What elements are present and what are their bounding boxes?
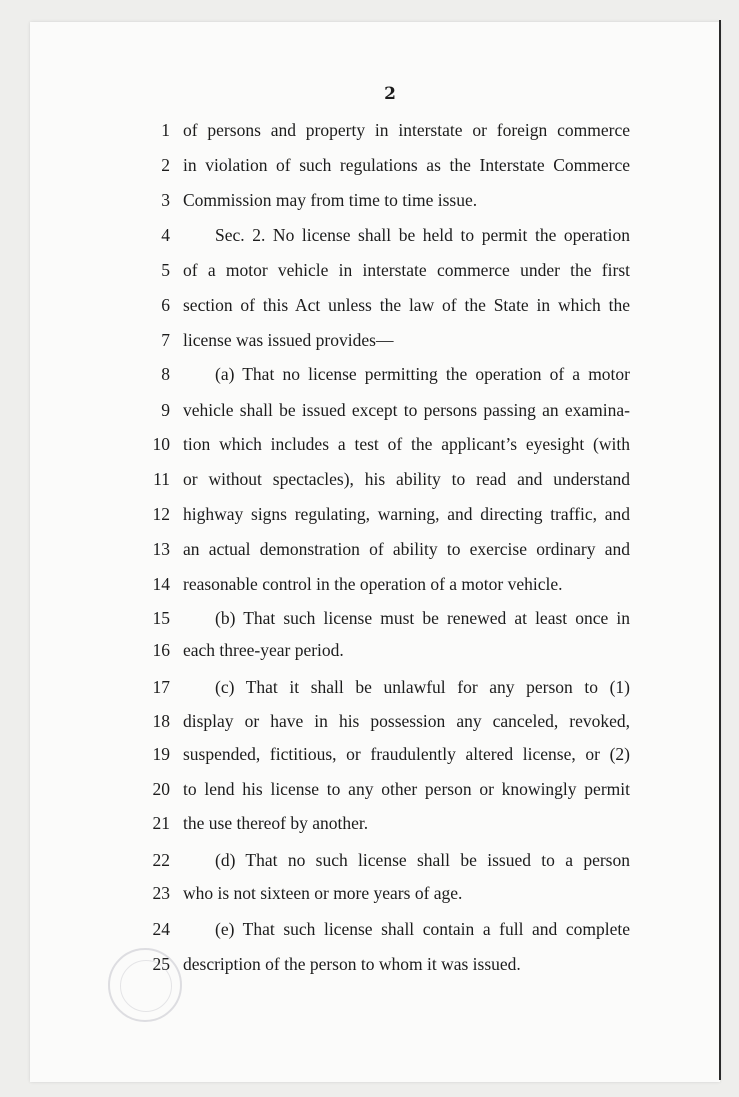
text-line [0, 400, 739, 430]
text-line [0, 744, 739, 774]
line-number: 15 [152, 608, 170, 628]
line-text: (a) That no license permitting the operation of a motor [215, 364, 630, 384]
library-stamp-seal [108, 948, 182, 1022]
line-number: 10 [152, 434, 170, 454]
text-line [0, 120, 739, 150]
line-text: (d) That no such license shall be issued to a person [215, 850, 630, 870]
text-line [0, 919, 739, 949]
line-number: 4 [161, 225, 170, 245]
line-number: 17 [152, 677, 170, 697]
text-line [0, 883, 739, 913]
text-line [0, 677, 739, 707]
line-number: 16 [152, 640, 170, 660]
line-number: 3 [161, 190, 170, 210]
line-number: 13 [152, 539, 170, 559]
line-text: each three-year period. [183, 640, 344, 660]
line-number: 14 [152, 574, 170, 594]
line-number: 12 [152, 504, 170, 524]
line-text: or without spectacles), his ability to read and understand [183, 469, 630, 489]
line-text: who is not sixteen or more years of age. [183, 883, 463, 903]
line-text: description of the person to whom it was issued. [183, 954, 521, 974]
line-number: 18 [152, 711, 170, 731]
text-line [0, 364, 739, 394]
text-line [0, 539, 739, 569]
text-line [0, 295, 739, 325]
text-line [0, 813, 739, 843]
line-text: Sec. 2. No license shall be held to permit the operation [215, 225, 630, 245]
text-line [0, 850, 739, 880]
page-number: 2 [384, 84, 396, 104]
line-text: display or have in his possession any canceled, revoked, [183, 711, 630, 731]
line-text: (c) That it shall be unlawful for any person to (1) [215, 677, 630, 697]
line-text: to lend his license to any other person or knowingly permit [183, 779, 630, 799]
text-line [0, 330, 739, 360]
line-number: 20 [152, 779, 170, 799]
line-text: of persons and property in interstate or foreign commerce [183, 120, 630, 140]
line-number: 24 [152, 919, 170, 939]
line-text: reasonable control in the operation of a motor vehicle. [183, 574, 563, 594]
line-text: the use thereof by another. [183, 813, 369, 833]
line-text: license was issued provides— [183, 330, 394, 350]
line-text: an actual demonstration of ability to exercise ordinary and [183, 539, 630, 559]
text-line [0, 779, 739, 809]
line-text: (b) That such license must be renewed at least once in [215, 608, 630, 628]
line-number: 8 [161, 364, 170, 384]
text-line [0, 640, 739, 670]
line-text: highway signs regulating, warning, and directing traffic, and [183, 504, 630, 524]
line-number: 1 [161, 120, 170, 140]
line-number: 11 [153, 469, 170, 489]
line-number: 22 [152, 850, 170, 870]
line-number: 9 [161, 400, 170, 420]
text-line [0, 190, 739, 220]
text-line [0, 260, 739, 290]
text-line [0, 155, 739, 185]
line-text: vehicle shall be issued except to persons passing an examina- [183, 400, 630, 420]
line-text: (e) That such license shall contain a full and complete [215, 919, 630, 939]
line-text: section of this Act unless the law of the State in which the [183, 295, 630, 315]
line-text: Commission may from time to time issue. [183, 190, 478, 210]
text-line [0, 434, 739, 464]
line-number: 25 [152, 954, 170, 974]
text-line [0, 711, 739, 741]
line-number: 19 [152, 744, 170, 764]
line-number: 21 [152, 813, 170, 833]
line-text: suspended, fictitious, or fraudulently altered license, or (2) [183, 744, 630, 764]
text-line [0, 608, 739, 638]
line-number: 2 [161, 155, 170, 175]
line-text: tion which includes a test of the applicant’s eyesight (with [183, 434, 630, 454]
text-line [0, 225, 739, 255]
line-number: 7 [161, 330, 170, 350]
line-number: 5 [161, 260, 170, 280]
line-text: in violation of such regulations as the Interstate Commerce [183, 155, 630, 175]
line-text: of a motor vehicle in interstate commerce under the first [183, 260, 630, 280]
text-line [0, 504, 739, 534]
text-line [0, 469, 739, 499]
text-line [0, 574, 739, 604]
line-number: 23 [152, 883, 170, 903]
line-number: 6 [161, 295, 170, 315]
library-stamp-inner-ring [120, 960, 172, 1012]
